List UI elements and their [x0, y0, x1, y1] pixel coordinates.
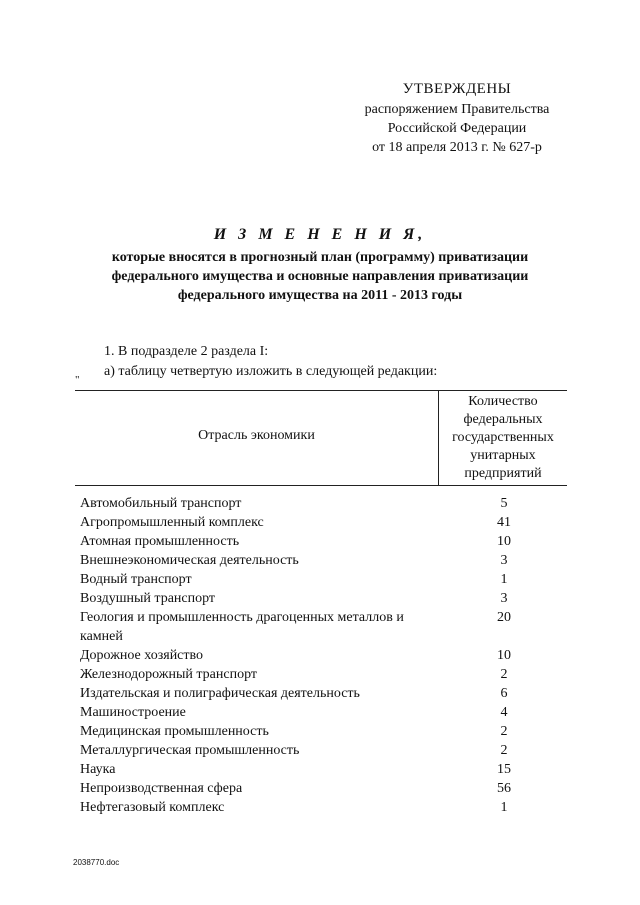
enterprise-count: 20	[497, 610, 511, 625]
approval-line-3: от 18 апреля 2013 г. № 627-р	[372, 140, 542, 155]
table-top-rule	[75, 390, 567, 391]
sector-name: Внешнеэкономическая деятельность	[80, 553, 299, 568]
enterprise-count: 1	[500, 572, 508, 587]
table-row	[80, 665, 560, 684]
enterprise-count: 10	[497, 534, 511, 549]
table-row	[80, 760, 560, 779]
table-header	[75, 390, 567, 486]
enterprise-count: 3	[500, 553, 508, 568]
table-row	[80, 798, 560, 817]
sector-name: Дорожное хозяйство	[80, 648, 204, 663]
sector-name: Непроизводственная сфера	[80, 781, 243, 796]
document-subtitle-line-3: федерального имущества на 2011 - 2013 годы	[177, 288, 463, 303]
table-row	[80, 532, 560, 551]
enterprise-count: 41	[497, 515, 511, 530]
enterprise-count: 2	[500, 724, 508, 739]
table-row	[80, 608, 560, 646]
sector-name: Наука	[80, 762, 116, 777]
table-row	[80, 779, 560, 798]
approval-title: УТВЕРЖДЕНЫ	[402, 81, 512, 97]
enterprise-count: 56	[497, 781, 511, 796]
enterprise-count: 3	[500, 591, 508, 606]
table-row	[80, 703, 560, 722]
table-row	[80, 513, 560, 532]
sector-name: Водный транспорт	[80, 572, 192, 587]
table-row	[80, 551, 560, 570]
enterprise-count: 10	[497, 648, 511, 663]
table-row	[80, 646, 560, 665]
column-header-count-line: унитарных	[470, 448, 536, 463]
enterprise-count: 5	[500, 496, 508, 511]
sector-name: Железнодорожный транспорт	[80, 667, 258, 682]
document-subtitle-line-2: федерального имущества и основные направления приватизации	[111, 269, 529, 284]
table-header-bottom-rule	[75, 485, 567, 486]
sector-name: Медицинская промышленность	[80, 724, 269, 739]
document-heading	[60, 226, 580, 305]
sector-name: Машиностроение	[80, 705, 186, 720]
approval-line-1: распоряжением Правительства	[364, 102, 550, 117]
table-body	[80, 494, 560, 817]
document-subtitle-line-1: которые вносятся в прогнозный план (программу) приватизации	[111, 250, 529, 265]
sector-name: Геология и промышленность драгоценных металлов и камней	[80, 610, 404, 644]
column-header-count-line: федеральных	[463, 412, 543, 427]
sector-name: Агропромышленный комплекс	[80, 515, 264, 530]
quote-mark: "	[75, 374, 80, 386]
enterprise-count: 6	[500, 686, 508, 701]
table-row	[80, 741, 560, 760]
table-row	[80, 589, 560, 608]
footer-filename: 2038770.doc	[73, 858, 120, 867]
document-title: И З М Е Н Е Н И Я,	[213, 226, 427, 243]
enterprise-count: 4	[500, 705, 508, 720]
sector-name: Воздушный транспорт	[80, 591, 216, 606]
enterprise-count: 2	[500, 743, 508, 758]
approval-block	[332, 80, 582, 157]
table-row	[80, 494, 560, 513]
enterprise-count: 2	[500, 667, 508, 682]
sector-name: Атомная промышленность	[80, 534, 240, 549]
sector-name: Нефтегазовый комплекс	[80, 800, 225, 815]
table-row	[80, 570, 560, 589]
sector-name: Металлургическая промышленность	[80, 743, 300, 758]
enterprise-count: 1	[500, 800, 508, 815]
table-row	[80, 684, 560, 703]
sector-name: Издательская и полиграфическая деятельность	[80, 686, 360, 701]
column-header-count-line: Количество	[468, 394, 538, 409]
approval-line-2: Российской Федерации	[387, 121, 527, 136]
enterprise-count: 15	[497, 762, 511, 777]
sector-name: Автомобильный транспорт	[80, 496, 242, 511]
paragraph-1: 1. В подразделе 2 раздела I:	[104, 344, 269, 359]
paragraph-2: а) таблицу четвертую изложить в следующей редакции:	[104, 364, 438, 379]
column-header-sector: Отрасль экономики	[198, 428, 315, 443]
column-header-count	[439, 393, 567, 483]
table-row	[80, 722, 560, 741]
column-header-count-line: предприятий	[464, 466, 542, 481]
column-header-count-line: государственных	[452, 430, 554, 445]
